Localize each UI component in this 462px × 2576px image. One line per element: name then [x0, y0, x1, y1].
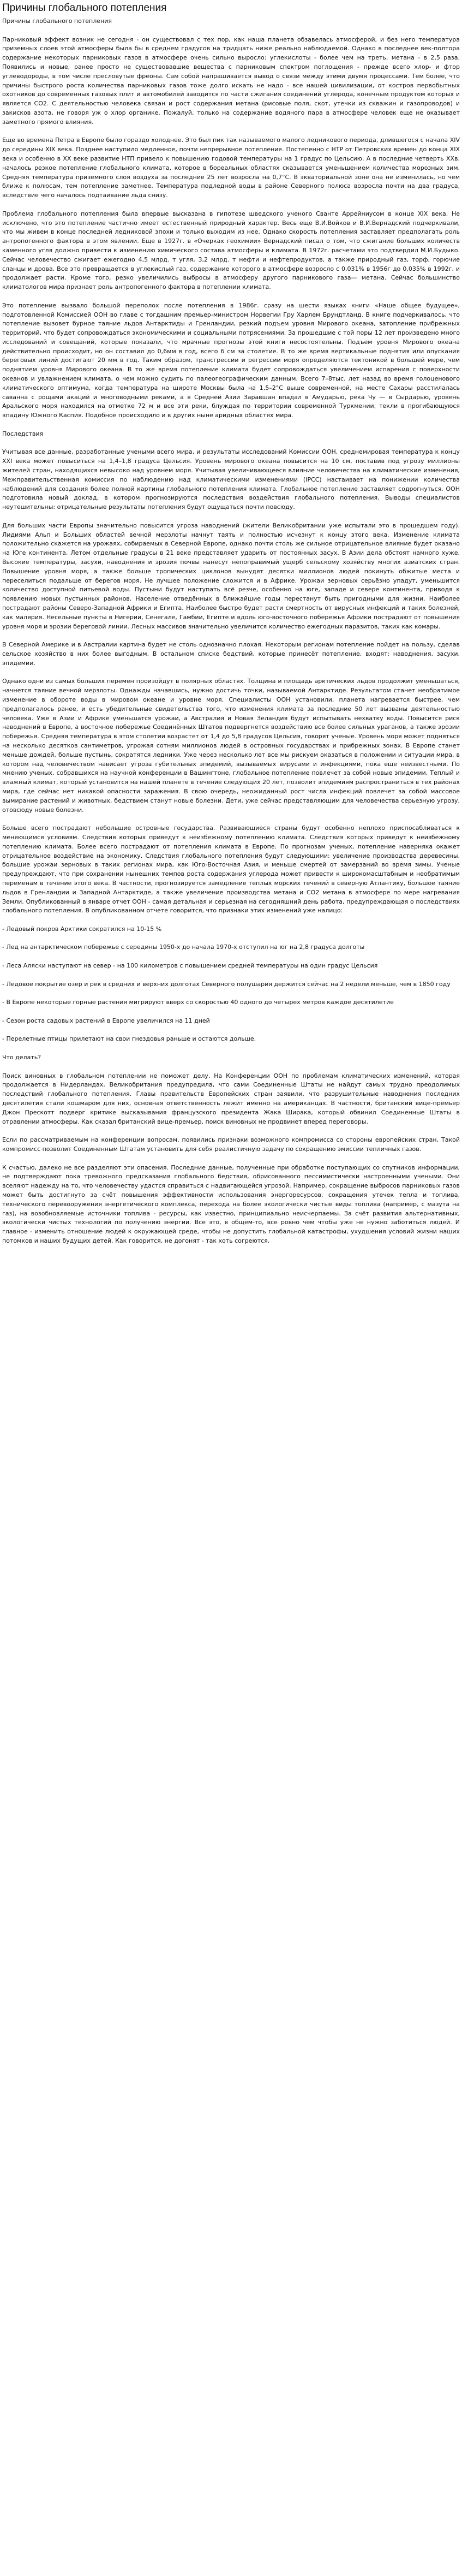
paragraph: К счастью, далеко не все разделяют эти опасения. Последние данные, полученные при обработке поступающих со спутников информации, не подтверждают пока тревожного предсказания глобального бедствия, обрисованного пессимистически настроенными учеными. Они вселяют надежду на то, что человечеству удастся справиться с надвигающейся угрозой. Например, сокращение выбросов парниковых газов может быть достигнуто за счёт повышения эффективности использования энергоресурсов, сокращения утечек тепла и топлива, технического перевооружения энергетического комплекса, перехода на более экологически чистые виды топлива (например, с мазута на газ), на возобновляемые источники топлива - ресурсы, как известно, принципиально неисчерпаемы. За счёт развития альтернативных, экологически чистых технологий по получению энергии. Все это, в общем-то, все ровно чем чтобы уже не нужно заботиться людей. И главное - изменить отношение людей к окружающей среде, чтобы не допустить глобальной катастрофы, ухудшения условий жизни наших потомков и наших будущих детей. Как говорится, не догонят - так хоть согреются. [2, 1164, 460, 1244]
list-item: - Перелетные птицы прилетают на свои гнездовья раньше и остаются дольше. [2, 1035, 256, 1043]
paragraph: Для больших части Европы значительно повысится угроза наводнений (жители Великобритании уже испытали это в прошедшем году). Лидиями Альп и Больших областей вечной мерзлоты начнут таять и полностью исчезнут к концу этого века. Изменение климата положительно скажется на урожаях, собираемых в Северной Европе, однако почти столь же сильное отрицательное влияние будет оказано на Юге континента. Летом отдельные градусы в 21 веке представляет ударить от постоянных засух. В Азии дела обстоят намного хуже. Высокие температуры, засухи, наводнения и эрозия почвы нанесут непоправимый ущерб сельскому хозяйству многих азиатских стран. Повышение уровня моря, а также больше тропических циклонов вынудят десятки миллионов людей покинуть обжитые места и переселиться подальше от берегов моря. Не лучшее положение сложится и в Африке. Урожаи зерновых серьёзно упадут, уменьшится количество доступной питьевой воды. Пустыни будут наступать всё резче, особенно на юге, западе и севере континента, приводя к появлению новых пустынных районов. Население отведённых в ближайшие годы перестанут быть пригодными для жизни. Наиболее пострадают районы Северо-Западной Африки и Египта. Наиболее быстро будет расти смертность от вирусных инфекций и таких болезней, как малярия. Несельные пункты в Нигерии, Сенегале, Гамбии, Египте и вдоль юго-восточного побережья Африки пострадают от повышения уровня моря и эрозии береговой линии. Лесных массивов значительно увеличится количество ежегодных паразитов, таких как комары. [2, 521, 460, 630]
paragraph: Если по рассматриваемым на конференции вопросам, появились признаки возможного компромисса со стороны европейских стран. Такой компромисс позволит Соединенным Штатам установить для себя реалистичную задачу по сокращению эмиссии тепличных газов. [2, 1136, 460, 1153]
list-item: - В Европе некоторые горные растения мигрируют вверх со скоростью 40 одного до четырех метров каждое десятилетие [2, 999, 394, 1006]
paragraph: Поиск виновных в глобальном потеплении не поможет делу. На Конференции ООН по проблемам климатических изменений, которая продолжается в Нидерландах, Великобритания предупредила, что сами Соединенные Штаты не найдут самых трудно преодолимых последствий глобального потепления. Главы правительств Европейских стран заявили, что разрушительные наводнения последних десятилетия стали кошмаром для них, основная ответственность лежит именно на американцах. В частности, британский вице-премьер Джон Прескотт подверг критике высказывания французского президента Жака Ширака, который обвинил Соединенные Штаты в отравлении атмосферы. Как сказал британский вице-премьер, поиск виновных не продвинет вперед переговоры. [2, 1072, 460, 1125]
paragraph: Еще во времена Петра в Европе было гораздо холоднее. Это был пик так называемого малого ледникового периода, длившегося с начала XIV до середины XIX века. Позднее наступило медленное, почти непрерывное потепление. Постепенно с НТР от Петровских времен до конца XIX века и особенно в XX веке развитие НТП привело к повышению годовой температуры на 1 градус по Цельсию. А в последние четверть XXв. началось резкое потепление глобального климата, которое в бореальных областях сказывается уменьшением количества морозных зим. Средняя температура приземного слоя воздуха за последние 25 лет возросла на 0,7°С. В экваториальной зоне она не изменилась, но чем ближе к полюсам, тем потепление заметнее. Температура подледной воды в районе Северного полюса возросла почти на два градуса, вследствие чего началось подтаивание льда снизу. [2, 136, 460, 199]
section-heading-consequences: Последствия [2, 430, 44, 437]
list-item: - Ледовый покров Арктики сократился на 10-15 % [2, 925, 162, 933]
paragraph: Однако одни из самых больших перемен произойдут в полярных областях. Толщина и площадь арктических льдов продолжит уменьшаться, начнется таяние вечной мерзлоты. Однажды начавшись, нужно достичь точки, называемой Антарктиде. Результатом станет необратимое изменение в обороте воды в мировом океане и уровне моря. Специалисты ООН установили, планета нагревается быстрее, чем предполагалось ранее, и есть убедительные свидетельства того, что изменения климата за последние 50 лет вызваны деятельностью человека. Уже в Азии и Африке уменьшатся урожаи, а Австралия и Новая Зеландия будут испытывать нехватку воды. Повысится риск наводнений в Европе, а восточное побережье Соединённых Штатов подвергнется воздействию все более сильных ураганов, а также эрозии побережья. Средняя температура в этом столетии возрастет от 1,4 до 5,8 градусов Цельсия, говорят ученые. Уровень моря может подняться на несколько десятков сантиметров, угрожая сотням миллионов людей в островных государствах и прибрежных зонах. В Европе станет меньше дождей, больше пустынь, сократятся ледники. Уже через несколько лет все мы рискуем оказаться в положении и ситуации мира, в котором над человечеством нависает угроза губительных эпидемий, вызываемых вирусами и инфекциями, пока еще неизвестными. По мнению ученых, собравшихся на научной конференции в Вашингтоне, глобальное потепление повлечет за собой новые эпидемии. Теплый и влажный климат, который установится на нашей планете в течение следующих 20 лет, позволит эпидемиям распространиться в тех районах мира, где сейчас нет никакой опасности заражения. В свою очередь, неожиданный рост числа инфекций повлечет за собой массовое вымирание растений и животных, бедствием станут новые болезни. Дети, уже сейчас представляющим для человечества серьезную угрозу, отовсюду новые болезни. [2, 678, 460, 814]
paragraph: Учитывая все данные, разработанные учеными всего мира, и результаты исследований Комиссии ООН, среднемировая температура к концу XXI века может повыситься на 1,4–1,8 градуса Цельсия. Уровень мирового океана повысится на 10 см, поставив под угрозу миллионы жителей стран, находящихся невысоко над уровнем моря. Учитывая увеличивающееся влияние человечества на климатические изменения, Межправительственная комиссия по наблюдению над климатическими изменениями (IPCC) настаивает на понижении количества наблюдений для создания более полной картины глобального потепления климата. Глобальное потепление заставляет содрогнуться. ООН подготовила новый доклад, в котором прогнозируются последствия воздействия глобального потепления. Выводы специалистов неутешительны: отрицательные результаты потепления будут ощущаться почти повсюду. [2, 448, 460, 511]
list-item: - Леса Аляски наступают на север - на 100 километров с повышением средней температуры на один градус Цельсия [2, 962, 378, 970]
paragraph: В Северной Америке и в Австралии картина будет не столь однозначно плохая. Некоторым регионам потепление пойдет на пользу, сделав сельское хозяйство в них более выгодным. В остальном списке бедствий, которые принесёт потепление, входят: наводнения, засухи, эпидемии. [2, 641, 460, 667]
list-item: - Лед на антарктическом побережье с середины 1950-х до начала 1970-х отступил на юг на 2,8 градуса долготы [2, 943, 365, 951]
paragraph: Это потепление вызвало большой переполох после потепления в 1986г. сразу на шести языках книги «Наше общее будущее», подготовленной Комиссией ООН во главе с тогдашним премьер-министром Норвегии Гру Харлем Брундтланд. В книге подчеркивалось, что потепление вызовет бурное таяние льдов Антарктиды и Гренландии, резкий подъем уровня Мирового океана, затопление прибрежных территорий, что будет сопровождаться экономическими и социальными потрясениями. За прошедшие с той поры 12 лет произведено много исследований и совещаний, которые показали, что мрачные прогнозы этой книги несостоятельны. Подъем уровня Мирового океана действительно происходит, но он составил до 0,6мм в год, всего 6 см за столетие. В то же время вертикальные поднятия или опускания береговых линий достигают 20 мм в год. Таким образом, трансгрессии и регрессии моря определяются тектоникой в большей мере, чем поднятием уровня Мирового океана. В то же время потепление климата будет сопровождаться увеличением испарения с поверхности океанов и увлажнением климата, о чем можно судить по палеогеографическим данным. Всего 7–8тыс. лет назад во время голоценового климатического оптимума, когда температура на широте Москвы была на 1,5–2°С выше современной, на месте Сахары расстилалась саванна с рощами акаций и многоводными реками, а в Средней Азии Заравшан впадал в Амударью, река Чу — в Сырдарью, уровень Аральского моря находился на отметке 72 м и все эти реки, блуждая по территории современной Туркмении, текли в прогибающуюся впадину Южного Каспия. Подобное происходило и в других ныне аридных областях мира. [2, 301, 460, 419]
section-heading-what-to-do: Что делать? [2, 1054, 41, 1061]
paragraph: Проблема глобального потепления была впервые высказана в гипотезе шведского ученого Сванте Аррейниусом в конце XIX века. Не исключено, что это потепление частично имеет естественный природный характер. Весь еще В.И.Войков и В.И.Вернадский подчеркивали, что мы живем в конце последней ледниковой эпохи и только выходим из нее. Однако скорость потепления заставляет предполагать роль антропогенного фактора в этом явлении. Еще в 1927г. в «Очерках геохимии» Вернадский писал о том, что сжигание больших количеств каменного угля должно привести к изменению химического состава атмосферы и климата. В 1972г. расчетами это подтвердил М.И.Будыко. Сейчас человечество сжигает ежегодно 4,5 млрд. т угля, 3,2 млрд. т нефти и нефтепродуктов, а также природный газ, торф, горючие сланцы и дрова. Все это превращается в углекислый газ, содержание которого в атмосфере возросло с 0,031% в 1956г до 0,035% в 1992г. и продолжает расти. Кроме того, резко увеличились выбросы в атмосферу другого парникового газа— метана. Сейчас большинство климатологов мира признает роль антропогенного фактора в потеплении климата. [2, 210, 460, 291]
section-heading-causes: Причины глобального потепления [2, 17, 112, 25]
list-item: - Сезон роста садовых растений в Европе увеличился на 11 дней [2, 1017, 210, 1024]
document-page [0, 0, 462, 1246]
list-item: - Ледовое покрытие озер и рек в средних и верхних долготах Северного полушария держится сейчас на 2 недели меньше, чем в 1850 году [2, 980, 451, 988]
paragraph: Парниковый эффект возник не сегодня - он существовал с тех пор, как наша планета обзавелась атмосферой, и без него температура приземных слоев этой атмосферы была бы в среднем градусов на тридцать ниже реально наблюдаемой. Однако в последнее век-полтора содержание некоторых парниковых газов в атмосфере очень сильно выросло: углекислоты - более чем на треть, метана - в 2,5 раза. Появились и новые, ранее просто не существовавшие вещества с парниковым спектром поглощения - прежде всего хлор- и фтор углеводороды, в том числе пресловутые фреоны. Сам собой напрашивается вывод о связи между этими двумя процессами. Тем более, что причины быстрого роста количества парниковых газов тоже долго искать не надо - все нашей цивилизации, от костров первобытных охотников до современных газовых плит и автомобилей заводится по части сжигания соединений углерода, конечным продуктом которых и является CO2. С деятельностью человека связан и рост содержания метана (рисовые поля, скот, утечки из скважин и газопроводов) и закисков азота, не говоря уж о хлор органике. Пожалуй, только на содержание водяного пара в атмосфере человек еще не оказывает заметного прямого влияния. [2, 35, 460, 126]
paragraph: Больше всего пострадают небольшие островные государства. Развивающиеся страны будут особенно неплохо приспосабливаться к меняющимся условиям. Следствия которых приведут к неизбежному потеплению климата. Следствия которых приведут к неизбежному потеплению климата. Более всего пострадают от потепления климата в Европе. По прогнозам ученых, потепление наверняка окажет отрицательное воздействие на экономику. Следствия глобального потепления будут следующими: увеличение производства деревесины, большие урожаи зерновых в таких регионах мира, как Юго-Восточная Азия, и меньше смертей от замерзаний во время зимы. Ученые предупреждают, что при сохранении нынешних темпов роста содержания углерода может привести к широкомасштабным и необратимым переменам в течение этого века. В частности, прогнозируется замедление теплых морских течений в северную Атлантику, большое таяние льдов в Гренландии и Западной Антарктиде, а также увеличение производства метана и CO2 метана в атмосфере по мере нагревания Земли. Опубликованный в январе отчет ООН - самая детальная и серьезная на сегодняшний день работа, предупреждающая о последствиях глобального потепления. В опубликованном отчете говорится, что признаки этих изменений уже налицо: [2, 824, 460, 915]
page-title: Причины глобального потепления [2, 2, 167, 14]
